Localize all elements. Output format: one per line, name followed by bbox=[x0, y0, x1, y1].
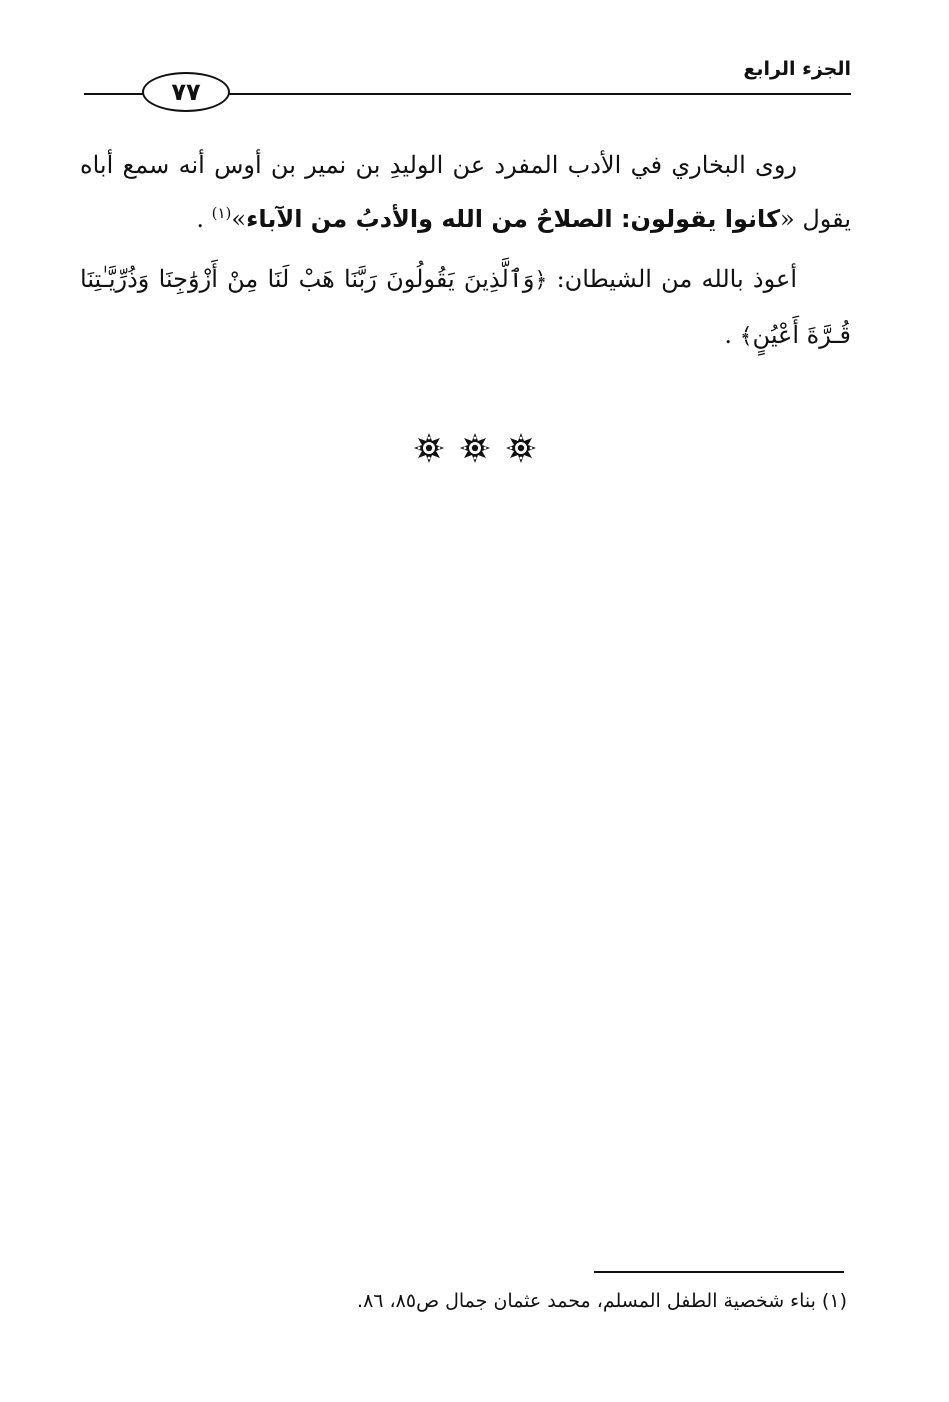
footnote-reference: (١) bbox=[211, 204, 232, 222]
star-flower-ornament-icon bbox=[505, 432, 537, 464]
paragraph-hadith-text: روى البخاري في الأدب المفرد عن الوليدِ بن نمير بن أوس أنه سمع أباه يقول « bbox=[80, 151, 851, 233]
quran-open-bracket: ﴿ bbox=[534, 268, 548, 293]
quran-close-bracket: ﴾ bbox=[739, 324, 753, 349]
paragraph-quran-end: . bbox=[724, 321, 740, 349]
paragraph-hadith bbox=[80, 138, 851, 246]
paragraph-quran-intro: أعوذ بالله من الشيطان: bbox=[547, 265, 797, 293]
quote-close-mark: » bbox=[231, 205, 247, 233]
page-number: ٧٧ bbox=[171, 78, 201, 106]
quran-verse: وَٱلَّذِينَ يَقُولُونَ رَبَّنَا هَبْ لَنَا مِنْ أَزْوَٰجِنَا وَذُرِّيَّـٰتِنَا قُـرَّةَ أَعْيُنٍ bbox=[80, 265, 851, 349]
quote-bold: كانوا يقولون: الصلاحُ من الله والأدبُ من الآباء bbox=[246, 205, 781, 233]
footnote-rule bbox=[594, 1271, 844, 1273]
star-flower-ornament-icon bbox=[413, 432, 445, 464]
footnote: (١) بناء شخصية الطفل المسلم، محمد عثمان جمال ص٨٥، ٨٦. bbox=[357, 1290, 847, 1312]
paragraph-quran bbox=[80, 252, 851, 364]
star-flower-ornament-icon bbox=[459, 432, 491, 464]
paragraph-hadith-end: . bbox=[196, 205, 212, 233]
running-title: الجزء الرابع bbox=[743, 58, 851, 80]
page-number-badge bbox=[142, 72, 230, 112]
body-text bbox=[80, 138, 851, 364]
section-separator bbox=[0, 432, 949, 464]
